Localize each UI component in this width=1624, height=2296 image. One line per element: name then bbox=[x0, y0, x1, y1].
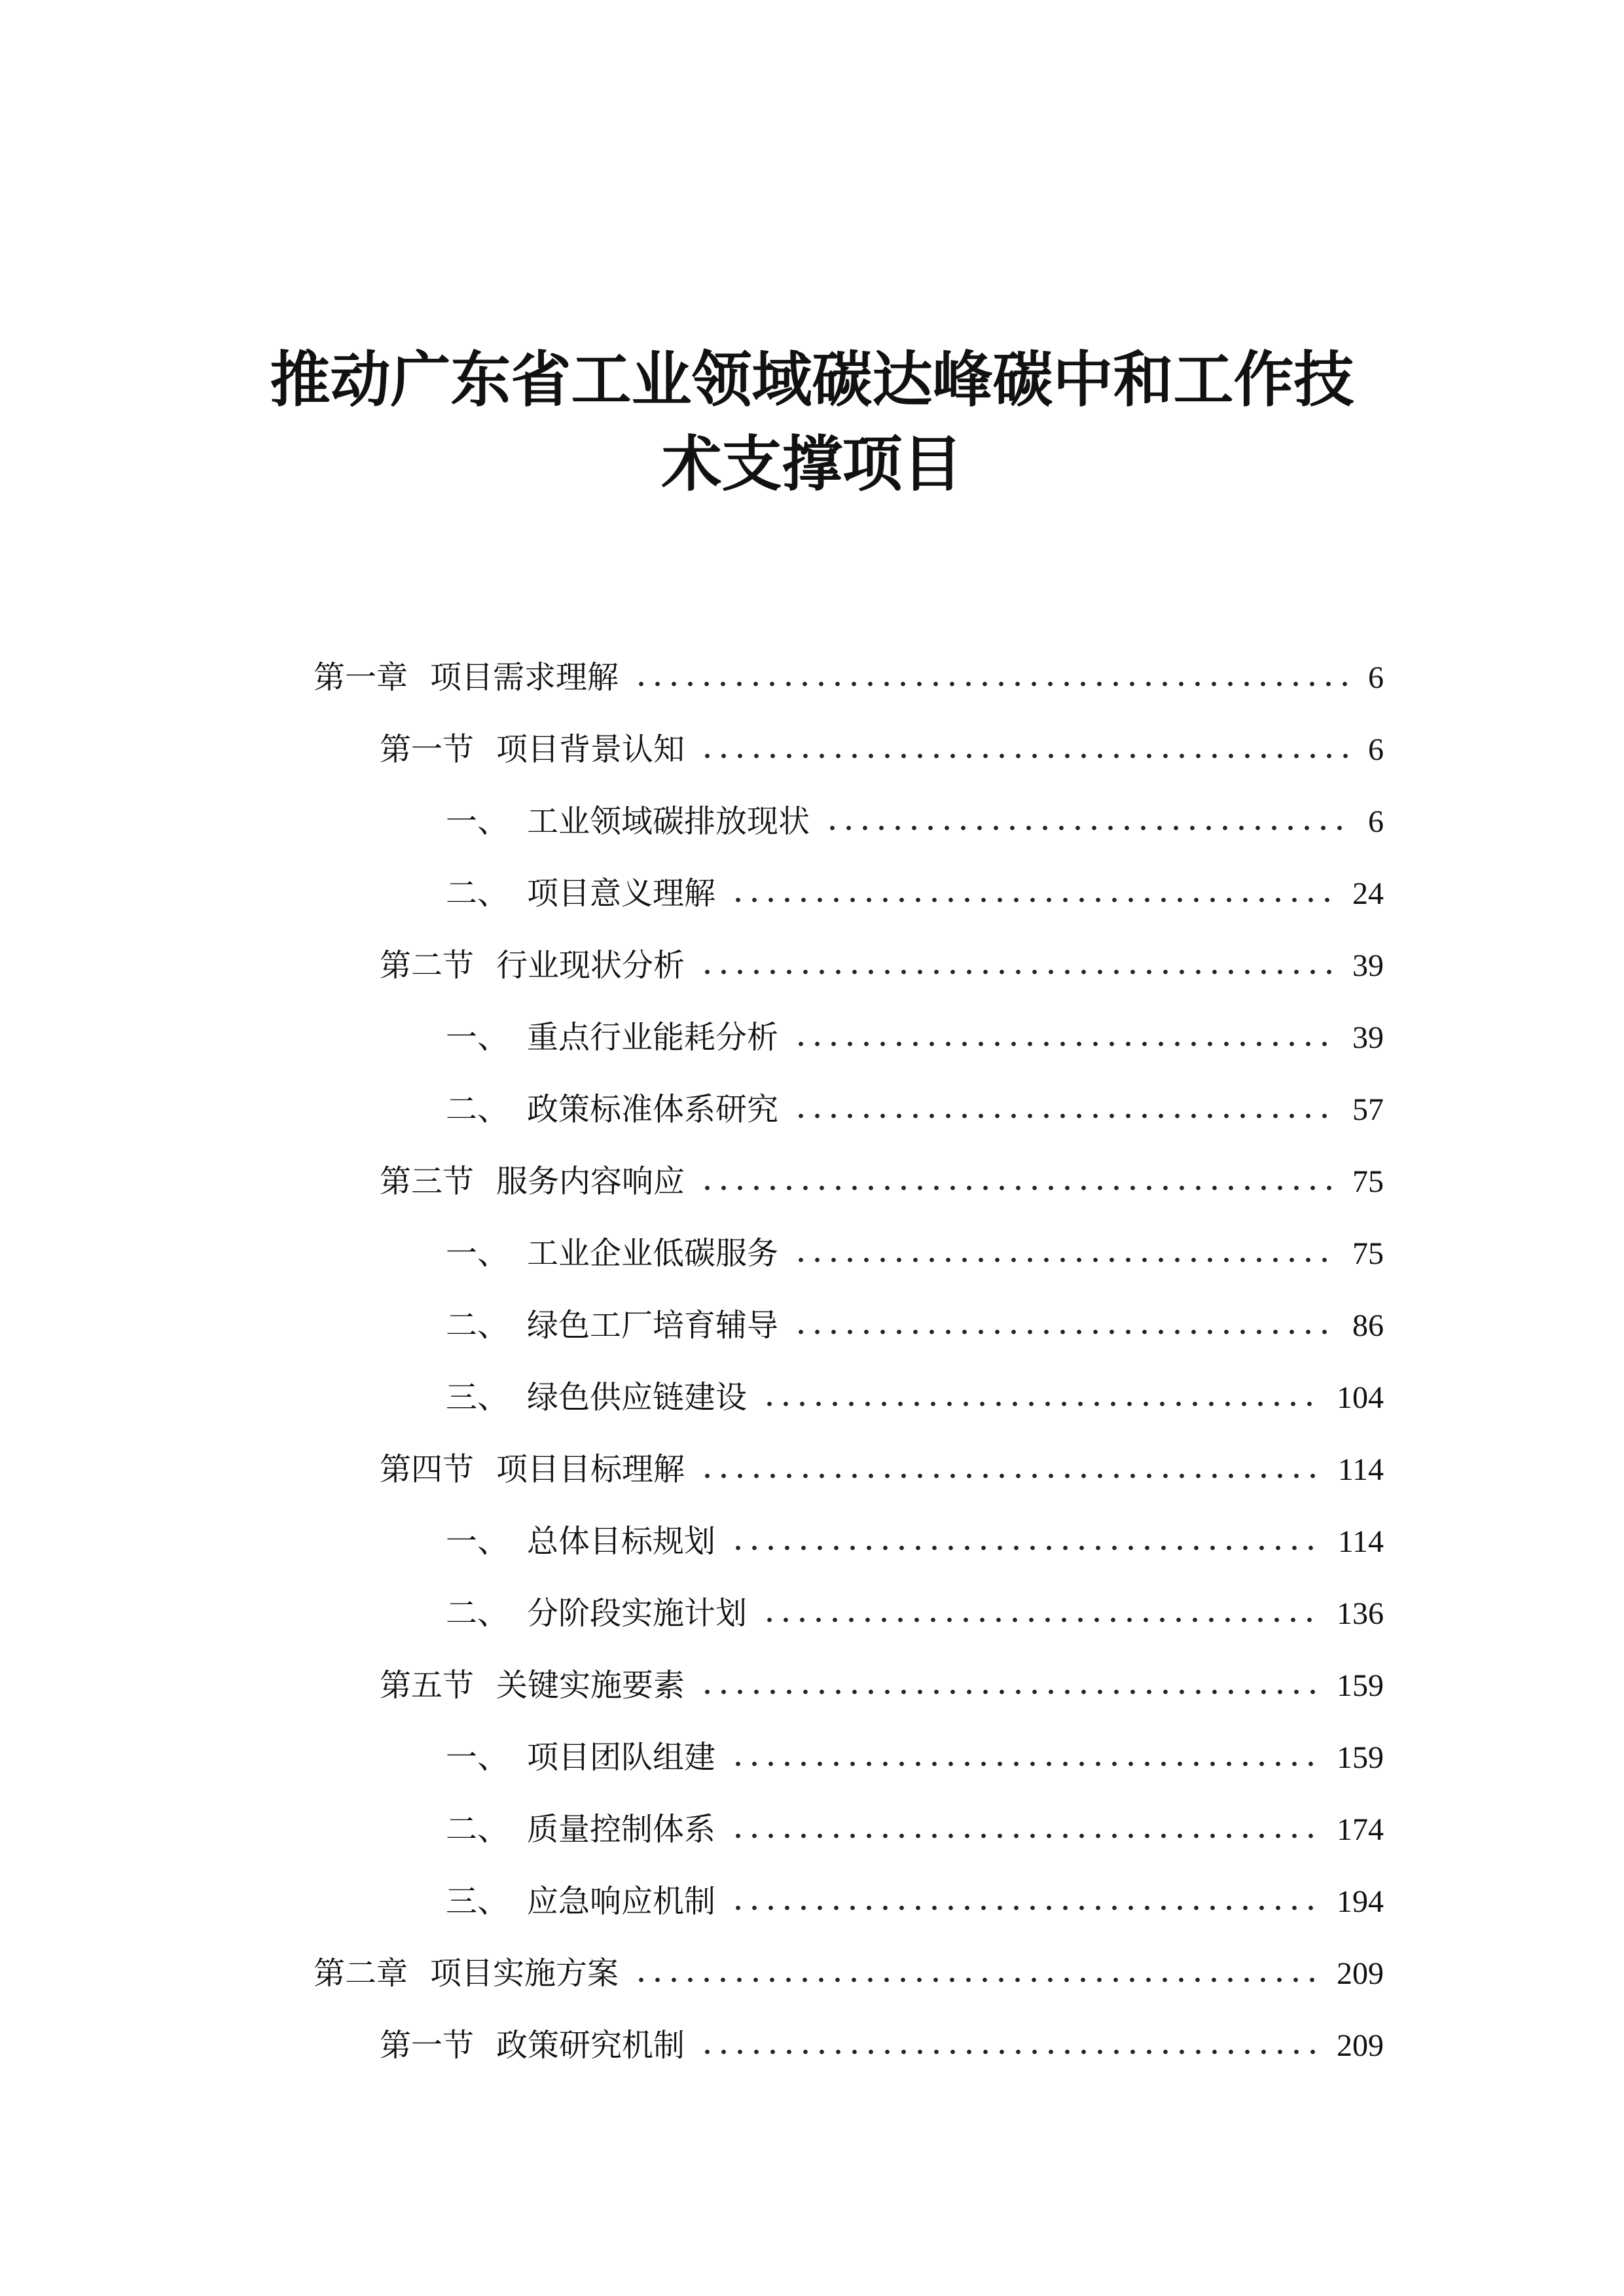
table-of-contents bbox=[314, 641, 1384, 2081]
toc-entry-title: 重点行业能耗分析 bbox=[527, 1019, 779, 1056]
toc-dot-leader bbox=[699, 1184, 1335, 1192]
toc-page-number: 114 bbox=[1337, 1452, 1384, 1487]
toc-subsection-entry[interactable] bbox=[446, 1073, 1384, 1145]
toc-chapter-entry[interactable] bbox=[314, 1937, 1384, 2009]
toc-entry-title: 政策标准体系研究 bbox=[527, 1091, 779, 1128]
toc-dot-leader bbox=[793, 1256, 1335, 1264]
toc-entry-title: 项目需求理解 bbox=[430, 659, 619, 696]
toc-entry-label: 二、 bbox=[446, 1091, 509, 1128]
toc-entry-label: 第一节 bbox=[380, 731, 475, 768]
toc-page-number: 86 bbox=[1352, 1308, 1384, 1343]
document-title-line-1: 推动广东省工业领域碳达峰碳中和工作技 bbox=[270, 345, 1354, 415]
toc-page-number: 136 bbox=[1337, 1596, 1384, 1631]
toc-dot-leader bbox=[793, 1040, 1335, 1048]
toc-page-number: 209 bbox=[1337, 1956, 1384, 1991]
toc-subsection-entry[interactable] bbox=[446, 1217, 1384, 1289]
toc-chapter-entry[interactable] bbox=[314, 641, 1384, 713]
toc-page-number: 75 bbox=[1352, 1164, 1384, 1199]
toc-page-number: 159 bbox=[1337, 1740, 1384, 1775]
toc-entry-title: 绿色供应链建设 bbox=[527, 1379, 748, 1416]
toc-dot-leader bbox=[699, 752, 1351, 760]
toc-entry-title: 分阶段实施计划 bbox=[527, 1595, 748, 1632]
toc-subsection-entry[interactable] bbox=[446, 1361, 1384, 1433]
toc-entry-label: 第四节 bbox=[380, 1451, 475, 1488]
toc-entry-label: 一、 bbox=[446, 1019, 509, 1056]
toc-section-entry[interactable] bbox=[380, 2009, 1384, 2081]
toc-entry-title: 项目团队组建 bbox=[527, 1739, 716, 1776]
toc-dot-leader bbox=[699, 2048, 1320, 2056]
toc-dot-leader bbox=[730, 1832, 1320, 1840]
toc-dot-leader bbox=[824, 824, 1351, 832]
toc-entry-title: 应急响应机制 bbox=[527, 1883, 716, 1920]
toc-section-entry[interactable] bbox=[380, 1145, 1384, 1217]
toc-page-number: 104 bbox=[1337, 1380, 1384, 1415]
toc-page-number: 24 bbox=[1352, 876, 1384, 911]
toc-entry-label: 三、 bbox=[446, 1883, 509, 1920]
toc-dot-leader bbox=[730, 1544, 1321, 1552]
toc-entry-title: 项目实施方案 bbox=[430, 1955, 619, 1992]
toc-entry-title: 工业企业低碳服务 bbox=[527, 1235, 779, 1272]
toc-entry-label: 第二节 bbox=[380, 947, 475, 984]
toc-entry-label: 二、 bbox=[446, 1595, 509, 1632]
toc-page-number: 194 bbox=[1337, 1884, 1384, 1919]
toc-entry-label: 一、 bbox=[446, 1235, 509, 1272]
toc-entry-label: 第一章 bbox=[314, 659, 408, 696]
toc-entry-label: 第二章 bbox=[314, 1955, 408, 1992]
toc-section-entry[interactable] bbox=[380, 713, 1384, 785]
toc-subsection-entry[interactable] bbox=[446, 857, 1384, 929]
toc-dot-leader bbox=[793, 1328, 1335, 1336]
toc-dot-leader bbox=[699, 1688, 1320, 1696]
toc-entry-label: 二、 bbox=[446, 1307, 509, 1344]
document-title bbox=[0, 338, 1624, 507]
toc-subsection-entry[interactable] bbox=[446, 1721, 1384, 1793]
toc-dot-leader bbox=[699, 968, 1335, 976]
toc-subsection-entry[interactable] bbox=[446, 1001, 1384, 1073]
toc-page-number: 39 bbox=[1352, 948, 1384, 983]
toc-page-number: 6 bbox=[1368, 732, 1384, 767]
toc-section-entry[interactable] bbox=[380, 1649, 1384, 1721]
toc-entry-label: 二、 bbox=[446, 1811, 509, 1848]
toc-page-number: 57 bbox=[1352, 1092, 1384, 1127]
toc-dot-leader bbox=[730, 1760, 1320, 1768]
toc-dot-leader bbox=[793, 1112, 1335, 1120]
toc-page-number: 6 bbox=[1368, 804, 1384, 839]
toc-entry-label: 一、 bbox=[446, 803, 509, 840]
toc-page-number: 159 bbox=[1337, 1668, 1384, 1703]
toc-page-number: 75 bbox=[1352, 1236, 1384, 1271]
toc-dot-leader bbox=[730, 1904, 1320, 1912]
toc-page-number: 209 bbox=[1337, 2028, 1384, 2063]
toc-page-number: 39 bbox=[1352, 1020, 1384, 1055]
toc-entry-title: 总体目标规划 bbox=[527, 1523, 716, 1560]
toc-dot-leader bbox=[633, 680, 1351, 688]
toc-entry-label: 二、 bbox=[446, 875, 509, 912]
toc-dot-leader bbox=[761, 1616, 1320, 1624]
toc-section-entry[interactable] bbox=[380, 929, 1384, 1001]
toc-entry-title: 绿色工厂培育辅导 bbox=[527, 1307, 779, 1344]
toc-entry-title: 项目目标理解 bbox=[496, 1451, 685, 1488]
toc-page-number: 6 bbox=[1368, 660, 1384, 695]
toc-dot-leader bbox=[761, 1400, 1320, 1408]
toc-section-entry[interactable] bbox=[380, 1433, 1384, 1505]
toc-page-number: 174 bbox=[1337, 1812, 1384, 1847]
toc-entry-label: 第一节 bbox=[380, 2027, 475, 2064]
toc-entry-label: 一、 bbox=[446, 1523, 509, 1560]
toc-entry-title: 政策研究机制 bbox=[496, 2027, 685, 2064]
toc-entry-title: 行业现状分析 bbox=[496, 947, 685, 984]
toc-page-number: 114 bbox=[1337, 1524, 1384, 1559]
toc-subsection-entry[interactable] bbox=[446, 1289, 1384, 1361]
toc-entry-label: 第三节 bbox=[380, 1163, 475, 1200]
toc-dot-leader bbox=[633, 1976, 1320, 1984]
document-title-line-2: 术支撑项目 bbox=[661, 429, 963, 499]
toc-entry-title: 关键实施要素 bbox=[496, 1667, 685, 1704]
toc-subsection-entry[interactable] bbox=[446, 785, 1384, 857]
toc-dot-leader bbox=[699, 1472, 1321, 1480]
toc-dot-leader bbox=[730, 896, 1335, 904]
toc-entry-title: 服务内容响应 bbox=[496, 1163, 685, 1200]
toc-entry-title: 项目背景认知 bbox=[496, 731, 685, 768]
toc-subsection-entry[interactable] bbox=[446, 1793, 1384, 1865]
toc-entry-title: 质量控制体系 bbox=[527, 1811, 716, 1848]
toc-subsection-entry[interactable] bbox=[446, 1505, 1384, 1577]
toc-entry-label: 三、 bbox=[446, 1379, 509, 1416]
toc-subsection-entry[interactable] bbox=[446, 1577, 1384, 1649]
toc-entry-label: 第五节 bbox=[380, 1667, 475, 1704]
toc-entry-label: 一、 bbox=[446, 1739, 509, 1776]
toc-entry-title: 项目意义理解 bbox=[527, 875, 716, 912]
toc-subsection-entry[interactable] bbox=[446, 1865, 1384, 1937]
toc-entry-title: 工业领域碳排放现状 bbox=[527, 803, 810, 840]
